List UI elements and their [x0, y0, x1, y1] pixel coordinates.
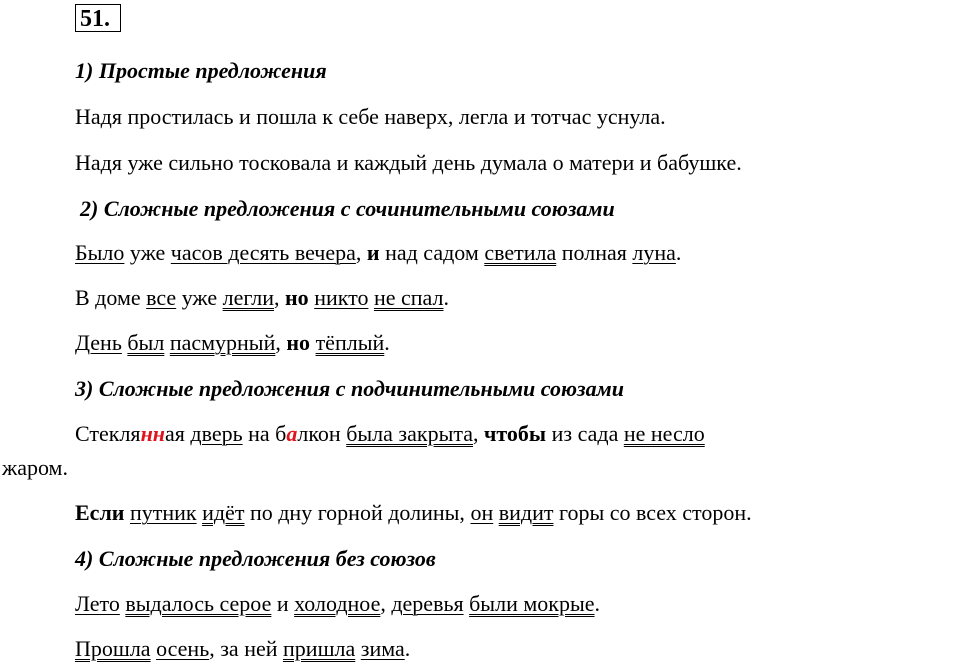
text-part: , — [274, 285, 285, 310]
subject: Было — [75, 240, 125, 265]
section-3-sentence-2 — [75, 500, 752, 526]
subject: никто — [314, 285, 369, 310]
predicate: выдалось серое — [125, 591, 272, 616]
section-4-heading: 4) Сложные предложения без союзов — [75, 546, 436, 571]
subject: День — [75, 330, 122, 355]
text-part: , — [473, 421, 484, 446]
spelling-highlight: а — [286, 421, 298, 446]
text-part: над садом — [379, 240, 485, 265]
conjunction: чтобы — [484, 421, 547, 446]
section-1-heading: 1) Простые предложения — [75, 58, 327, 83]
predicate: холодное — [294, 591, 381, 616]
text-part: . — [675, 240, 682, 265]
text-part: на б — [242, 421, 287, 446]
section-2-sentence-3 — [75, 330, 390, 356]
subject: зима — [360, 636, 405, 661]
text-part: В доме — [75, 285, 147, 310]
text-part: , — [275, 330, 287, 355]
section-4-sentence-1 — [75, 591, 600, 617]
text-part: Стекля — [75, 421, 141, 446]
predicate: видит — [498, 500, 554, 525]
conjunction: Если — [75, 500, 125, 525]
text-part: по дну горной долины, — [244, 500, 471, 525]
section-3-heading: 3) Сложные предложения с подчинительными союзами — [75, 376, 624, 401]
text-part: ая — [165, 421, 191, 446]
subject: он — [470, 500, 494, 525]
subject: часов десять вечера — [170, 240, 356, 265]
text-part: полная — [556, 240, 633, 265]
predicate: был — [127, 330, 165, 355]
predicate: пришла — [283, 636, 356, 661]
section-3-sentence-1-continuation: жаром. — [2, 455, 68, 480]
text-part: уже — [124, 240, 171, 265]
section-2-sentence-1 — [75, 240, 681, 266]
predicate: не несло — [623, 421, 705, 446]
section-4-sentence-2 — [75, 636, 410, 662]
task-number-box: 51. — [75, 4, 121, 32]
section-1-sentence-1: Надя простилась и пошла к себе наверх, легла и тотчас уснула. — [75, 104, 666, 129]
predicate: были мокрые — [469, 591, 595, 616]
text-part: лкон — [297, 421, 347, 446]
predicate: пасмурный — [169, 330, 276, 355]
text-part: , — [380, 591, 392, 616]
predicate: тёплый — [315, 330, 385, 355]
text-part: . — [404, 636, 411, 661]
section-1-sentence-2: Надя уже сильно тосковала и каждый день думала о матери и бабушке. — [75, 150, 742, 175]
text-part: , — [355, 240, 367, 265]
text-part: . — [443, 285, 449, 310]
conjunction: но — [286, 330, 311, 355]
text-part: . — [384, 330, 390, 355]
subject: путник — [129, 500, 197, 525]
subject: осень — [156, 636, 210, 661]
text-part: горы со всех сторон. — [553, 500, 752, 525]
section-2-sentence-2 — [75, 285, 449, 311]
subject: луна — [632, 240, 676, 265]
predicate: легли — [222, 285, 274, 310]
conjunction: но — [285, 285, 309, 310]
predicate: была закрыта — [346, 421, 473, 446]
text-part: уже — [176, 285, 223, 310]
predicate: не спал — [373, 285, 444, 310]
text-part: из сада — [546, 421, 624, 446]
subject: дверь — [190, 421, 243, 446]
subject: деревья — [391, 591, 464, 616]
predicate: идёт — [202, 500, 245, 525]
predicate: Прошла — [75, 636, 151, 661]
predicate: светила — [484, 240, 557, 265]
section-2-heading: 2) Сложные предложения с сочинительными союзами — [80, 196, 615, 221]
text-part: и — [271, 591, 295, 616]
subject: все — [146, 285, 177, 310]
subject: Лето — [75, 591, 120, 616]
conjunction: и — [366, 240, 380, 265]
text-part: , за ней — [209, 636, 284, 661]
section-3-sentence-1 — [75, 421, 705, 447]
text-part: . — [594, 591, 600, 616]
spelling-highlight: нн — [140, 421, 165, 446]
